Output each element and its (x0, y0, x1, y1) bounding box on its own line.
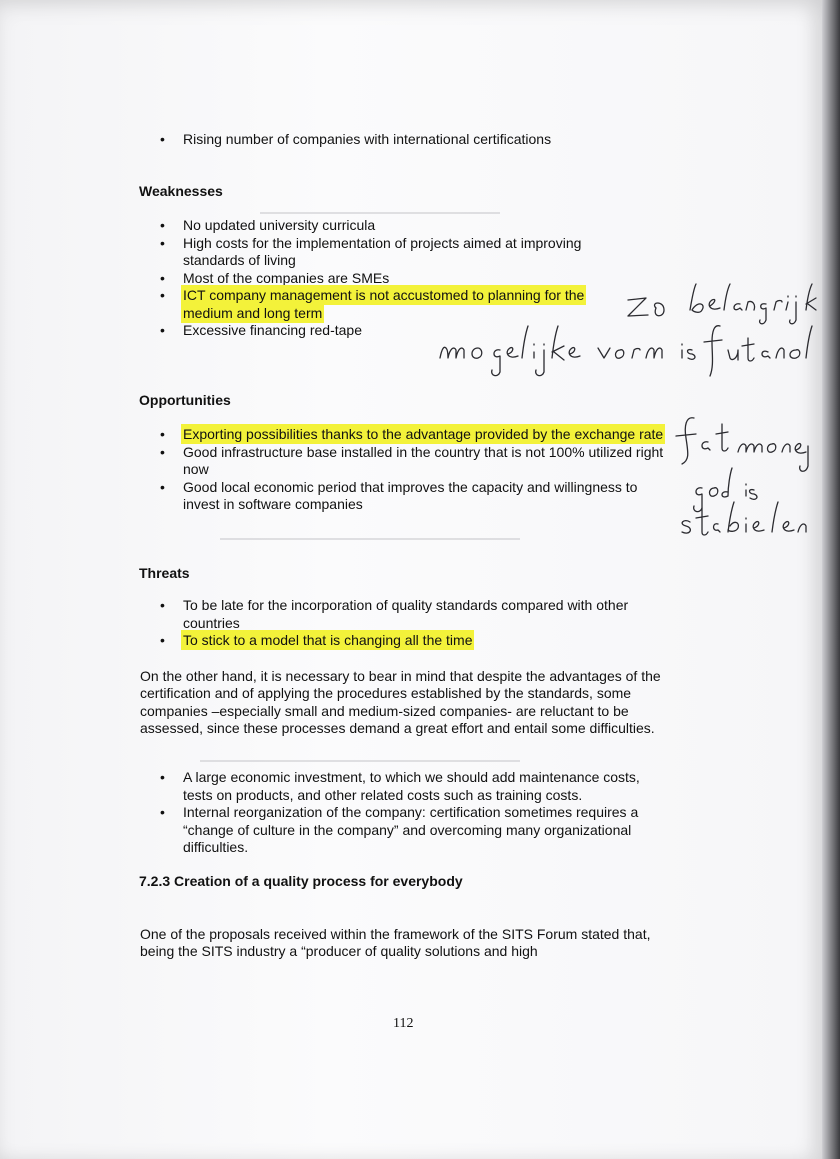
list-item: • Excessive financing red-tape (140, 322, 620, 340)
bleed-through-line (200, 760, 520, 762)
page-number: 112 (393, 1016, 414, 1031)
section-heading: 7.2.3 Creation of a quality process for everybody (139, 873, 463, 889)
list-item: • Good infrastructure base installed in the country that is not 100% utilized right now (140, 444, 665, 479)
list-item: • A large economic investment, to which we should add maintenance costs, tests on products, and other related costs such as training costs. (140, 769, 660, 804)
section-paragraph: One of the proposals received within the framework of the SITS Forum stated that, being the SITS industry a “producer of quality solutions and high (140, 926, 651, 960)
list-item-highlighted (140, 632, 665, 650)
bleed-through-line (220, 538, 520, 540)
highlighted-text: To stick to a model that is changing all the time (183, 632, 473, 648)
threats-heading: Threats (139, 565, 190, 581)
list-item: • Most of the companies are SMEs (140, 270, 620, 288)
top-bullet-list (140, 131, 660, 149)
weaknesses-heading: Weaknesses (139, 183, 223, 199)
bleed-through-line (260, 212, 500, 214)
opportunities-list (140, 426, 665, 514)
handwritten-note-weaknesses-line2 (430, 318, 830, 378)
list-item: • Rising number of companies with international certifications (140, 131, 660, 149)
list-item: • Good local economic period that improves the capacity and willingness to invest in software companies (140, 479, 665, 514)
page-edge-shadow (822, 0, 840, 1159)
opportunities-heading: Opportunities (139, 392, 231, 408)
list-item-highlighted (140, 426, 665, 444)
list-item-highlighted (140, 287, 620, 322)
handwritten-note-opportunities (672, 412, 812, 542)
list-item: • Internal reorganization of the company: certification sometimes requires a “change of culture in the company” and overcoming many organizational difficulties. (140, 804, 660, 857)
list-item: • To be late for the incorporation of quality standards compared with other countries (140, 597, 665, 632)
body-paragraph: On the other hand, it is necessary to bear in mind that despite the advantages of the certification and of applying the procedures established by the standards, some companies –especially small and medium-sized companies- are reluctant to be assessed, since these processes demand a great effort and entail some difficulties. (140, 668, 661, 736)
list-item: • High costs for the implementation of projects aimed at improving standards of living (140, 235, 620, 270)
list-item: • No updated university curricula (140, 217, 620, 235)
highlighted-text: ICT company management is not accustomed to planning for the medium and long term (183, 287, 585, 321)
difficulties-list (140, 769, 660, 857)
threats-list (140, 597, 665, 650)
highlighted-text: Exporting possibilities thanks to the advantage provided by the exchange rate (183, 426, 664, 442)
